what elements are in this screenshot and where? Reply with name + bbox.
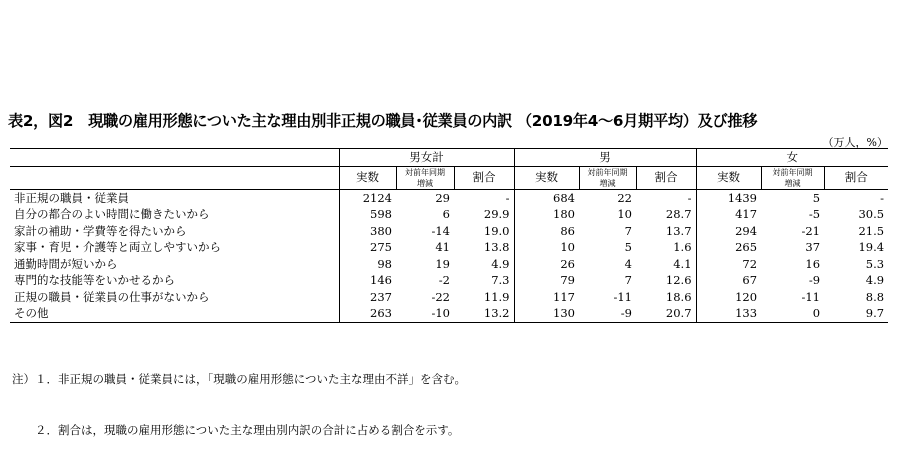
table-cell: 21.5 [858,223,885,238]
table-cell: 98 [339,256,396,273]
table-cell: 19.4 [858,240,885,254]
table-cell: 0 [761,305,824,322]
table-cell: 22 [617,190,632,205]
table-cell: 133 [696,305,761,322]
row-label: 通勤時間が短いから [14,256,118,271]
sub-header-row [10,166,888,189]
header-yoy-change [579,166,636,189]
table-cell: 10 [617,207,632,221]
table-cell: 275 [339,239,396,256]
corner-cell [10,166,339,189]
header-share: 割合 [636,166,696,189]
table-cell: 598 [339,206,396,223]
table-cell: 380 [339,223,396,240]
table-cell: 10 [514,239,579,256]
group-header-row [10,149,888,167]
table-cell: 4 [624,256,632,271]
notes [12,337,466,456]
group-header-male: 男 [514,149,696,167]
table-cell: - [687,190,692,205]
table-cell: 684 [514,189,579,206]
table-cell: 20.7 [636,305,696,322]
table-cell: 237 [339,289,396,306]
header-yoy-line1: 対前年同期 [405,167,445,177]
table-cell: -21 [801,223,821,238]
table-cell: 4.9 [865,273,885,287]
data-table [10,148,888,323]
table-cell: 28.7 [665,207,692,221]
table-cell: 5.3 [865,256,885,271]
table-cell: 19.0 [483,223,510,238]
table-cell: 9.7 [824,305,888,322]
table-cell: 2124 [339,189,396,206]
header-yoy-change [396,166,454,189]
table-cell: -11 [801,289,821,304]
header-yoy-line2: 増減 [417,178,433,188]
table-cell: - [505,190,510,205]
table-row [10,256,888,273]
table-cell: -9 [808,273,821,287]
table-cell: 1.6 [673,240,692,254]
table-cell: -14 [431,223,450,238]
header-yoy-line2: 増減 [599,178,616,188]
table-row [10,206,888,223]
table-cell: 130 [514,305,579,322]
table-cell: 37 [805,240,821,254]
row-label: 正規の職員・従業員の仕事がないから [14,289,210,304]
table-cell: 263 [339,305,396,322]
row-label: 非正規の職員・従業員 [14,190,129,205]
table-cell: 29 [435,190,450,205]
table-cell: 117 [514,289,579,306]
header-count: 実数 [514,166,579,189]
row-label: 家計の補助・学費等を得たいから [14,223,187,238]
header-count: 実数 [696,166,761,189]
table-cell: 6 [442,207,450,221]
table-cell: 7.3 [491,273,510,287]
header-share: 割合 [824,166,888,189]
table-cell: - [880,190,885,205]
row-label: 専門的な技能等をいかせるから [14,273,175,287]
table-cell: 29.9 [483,207,510,221]
table-cell: 5 [624,240,632,254]
table-cell: 72 [696,256,761,273]
corner-cell [10,149,339,167]
header-yoy-line1: 対前年同期 [772,167,813,177]
table-cell: -9 [579,305,636,322]
header-yoy-line1: 対前年同期 [587,167,628,177]
table-cell: 41 [435,240,450,254]
table-cell: 12.6 [665,273,692,287]
group-header-female: 女 [696,149,888,167]
table-cell: -22 [431,289,450,304]
table-cell: 86 [514,223,579,240]
table-cell: -2 [438,273,450,287]
table-cell: 417 [696,206,761,223]
table-cell: 4.1 [673,256,692,271]
header-share: 割合 [454,166,514,189]
table-row [10,289,888,306]
table-cell: 7 [624,273,632,287]
table-cell: 4.9 [491,256,510,271]
table-cell: 120 [696,289,761,306]
table-cell: 294 [696,223,761,240]
table-cell: 180 [514,206,579,223]
row-label: その他 [10,305,339,322]
table-cell: 13.2 [454,305,514,322]
table-row [10,305,888,322]
table-cell: 11.9 [483,289,510,304]
table-cell: 16 [805,256,821,271]
note-2: ２．割合は，現職の雇用形態についた主な理由別内訳の合計に占める割合を示す。 [12,423,460,437]
group-header-total: 男女計 [339,149,514,167]
row-label: 家事・育児・介護等と両立しやすいから [14,240,221,254]
table-row [10,223,888,240]
header-count: 実数 [339,166,396,189]
table-cell: 146 [339,272,396,289]
table-cell: 13.8 [483,240,510,254]
unit-label: （万人，%） [822,136,888,149]
table-cell: 1439 [696,189,761,206]
table-row [10,272,888,289]
table-cell: 19 [435,256,450,271]
table-cell: 67 [696,272,761,289]
table-cell: 7 [624,223,632,238]
table-cell: 79 [514,272,579,289]
table-cell: 30.5 [858,207,885,221]
table-cell: 265 [696,239,761,256]
table-title: 表2，図2 現職の雇用形態についた主な理由別非正規の職員･従業員の内訳 （2019年4～6月期平均）及び推移 [8,112,758,130]
table-cell: 13.7 [665,223,692,238]
row-label: 自分の都合のよい時間に働きたいから [14,207,210,221]
table-cell: 18.6 [665,289,692,304]
table-cell: 8.8 [865,289,885,304]
table-cell: -5 [808,207,821,221]
table-cell: -11 [613,289,632,304]
table-row [10,239,888,256]
table-cell: 5 [812,190,821,205]
table-cell: 26 [514,256,579,273]
header-yoy-change [761,166,824,189]
header-yoy-line2: 増減 [784,178,801,188]
table-row [10,189,888,206]
table-cell: -10 [396,305,454,322]
note-1: 注）１．非正規の職員・従業員には，「現職の雇用形態についた主な理由不詳」を含む。 [12,372,467,386]
